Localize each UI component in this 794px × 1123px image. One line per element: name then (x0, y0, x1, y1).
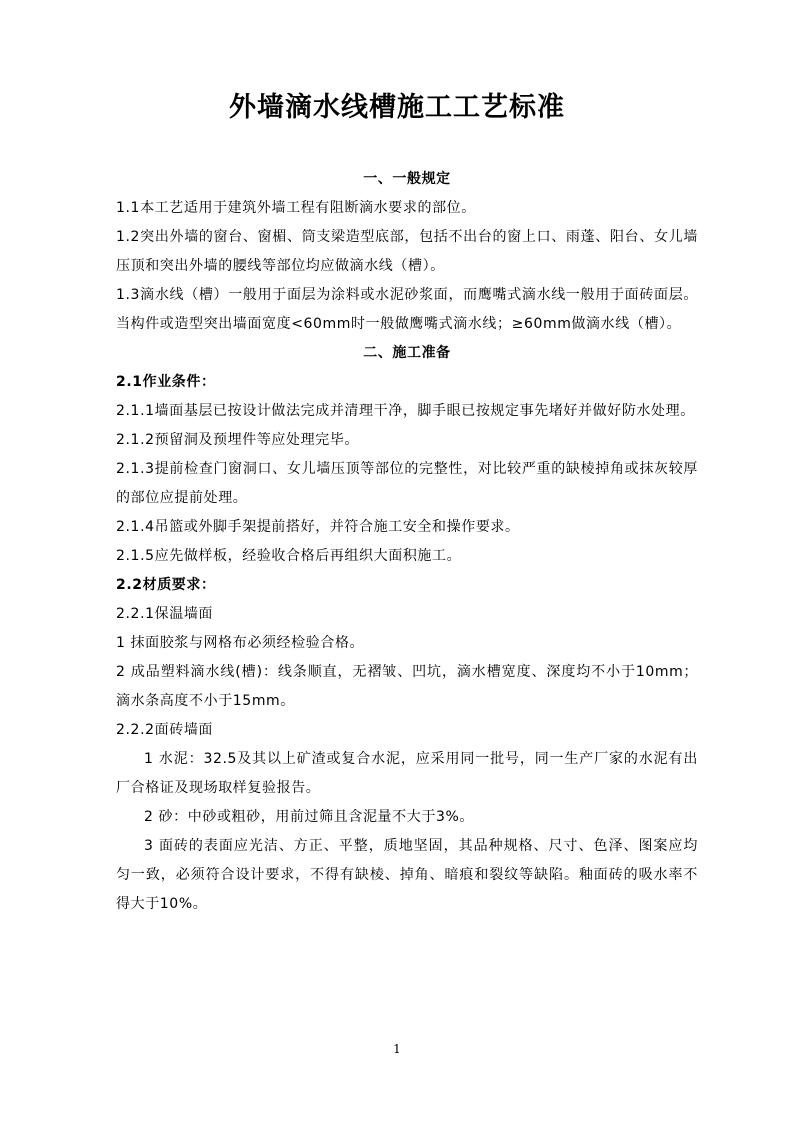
section-heading: 二、施工准备 (363, 345, 451, 361)
paragraph: 1.2突出外墙的窗台、窗楣、筒支梁造型底部，包括不出台的窗上口、雨蓬、阳台、女儿墙压顶和突出外墙的腰线等部位均应做滴水线（槽）。 (116, 229, 698, 274)
paragraph: 1 抹面胶浆与网格布必须经检验合格。 (116, 635, 365, 651)
paragraph: 2.2.2面砖墙面 (116, 722, 214, 738)
paragraph: 2.1.2预留洞及预埋件等应处理完毕。 (116, 432, 360, 448)
paragraph: 3 面砖的表面应光洁、方正、平整，质地坚固，其品种规格、尺寸、色泽、图案应均匀一致，必须符合设计要求，不得有缺棱、掉角、暗痕和裂纹等缺陷。釉面砖的吸水率不得大于10%。 (116, 838, 698, 912)
paragraph: 2.1.3提前检查门窗洞口、女儿墙压顶等部位的完整性，对比较严重的缺棱掉角或抹灰较厚的部位应提前处理。 (116, 461, 698, 506)
paragraph: 2 砂：中砂或粗砂，用前过筛且含泥量不大于3%。 (144, 809, 474, 825)
document-body (116, 165, 698, 919)
paragraph: 1.3滴水线（槽）一般用于面层为涂料或水泥砂浆面，而鹰嘴式滴水线一般用于面砖面层。当构件或造型突出墙面宽度<60mm时一般做鹰嘴式滴水线；≥60mm做滴水线（槽）。 (116, 287, 698, 332)
paragraph: 2.1.5应先做样板，经验收合格后再组织大面积施工。 (116, 548, 462, 564)
paragraph: 2.1.4吊篮或外脚手架提前搭好，并符合施工安全和操作要求。 (116, 519, 520, 535)
paragraph: 2 成品塑料滴水线(槽)：线条顺直，无褶皱、凹坑，滴水槽宽度、深度均不小于10mm；滴水条高度不小于15mm。 (116, 664, 698, 709)
paragraph: 2.1.1墙面基层已按设计做法完成并清理干净，脚手眼已按规定事先堵好并做好防水处理。 (116, 403, 695, 419)
paragraph: 1.1本工艺适用于建筑外墙工程有阻断滴水要求的部位。 (116, 200, 476, 216)
paragraph: 1 水泥：32.5及其以上矿渣或复合水泥，应采用同一批号，同一生产厂家的水泥有出厂合格证及现场取样复验报告。 (116, 751, 698, 796)
subsection-heading: 2.1作业条件： (116, 374, 216, 390)
document-title: 外墙滴水线槽施工工艺标准 (229, 92, 565, 123)
subsection-heading: 2.2材质要求： (116, 577, 216, 593)
section-heading: 一、一般规定 (363, 171, 451, 187)
paragraph: 2.2.1保温墙面 (116, 606, 214, 622)
page-number: 1 (393, 1042, 401, 1056)
